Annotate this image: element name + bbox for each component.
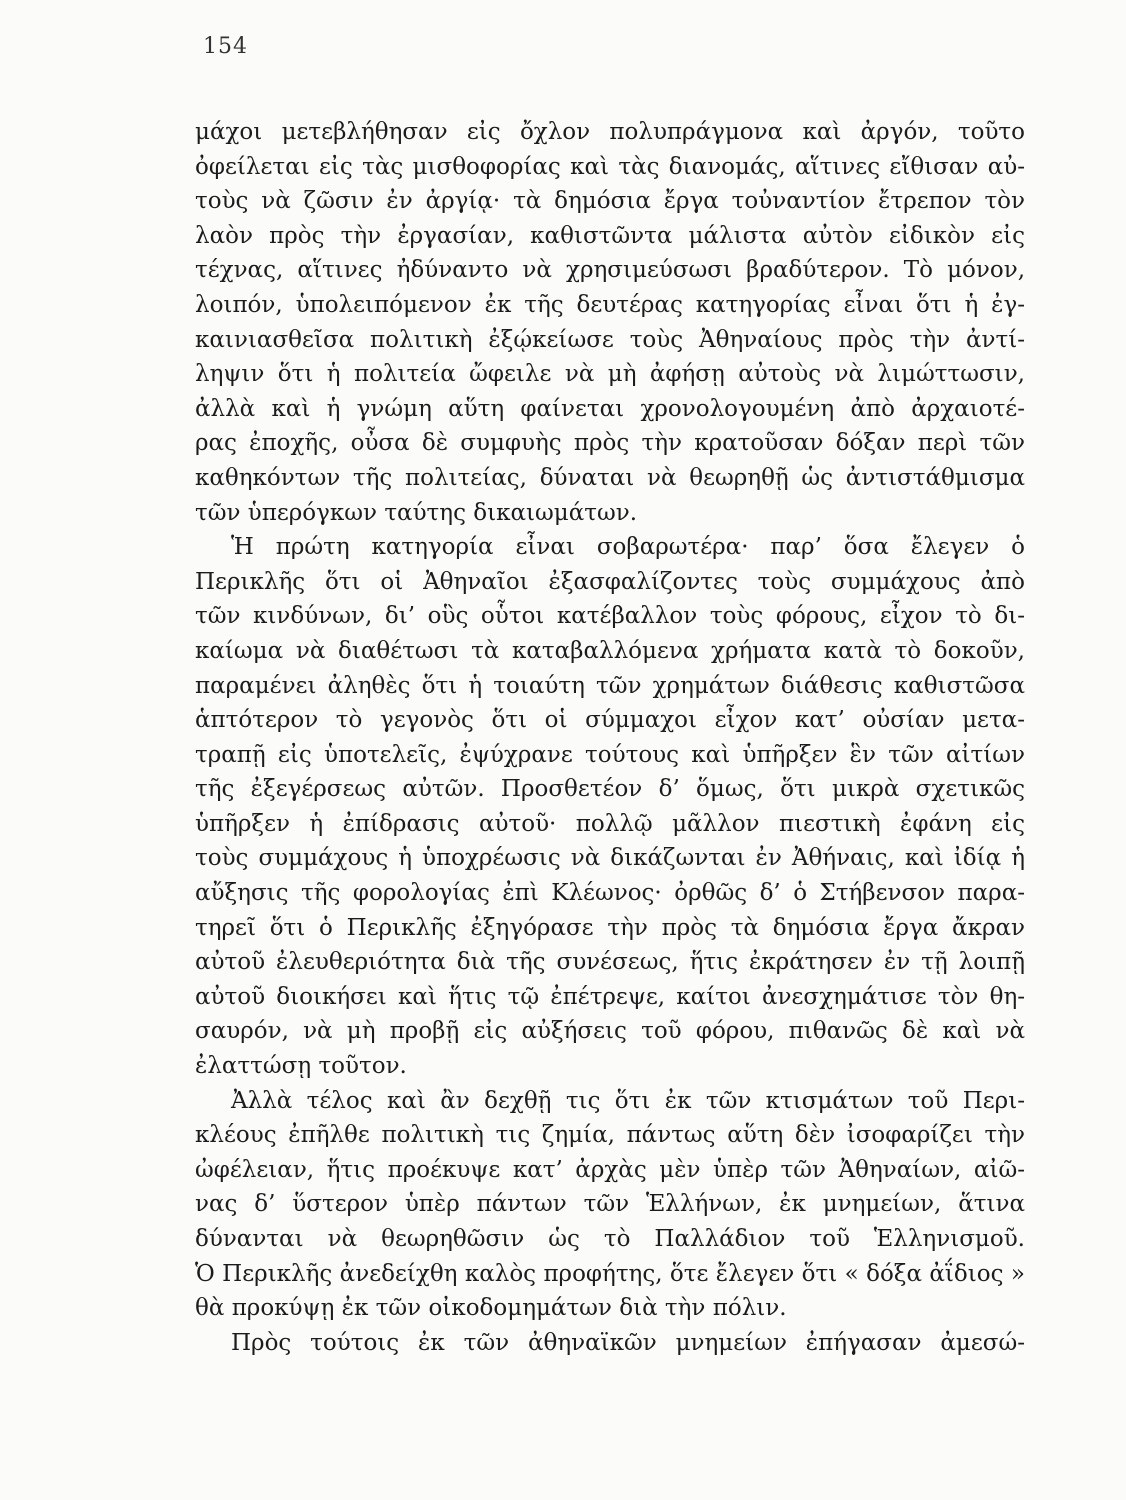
text-line: ἀλλὰ καὶ ἡ γνώμη αὕτη φαίνεται χρονολογουμένη ἀπὸ ἀρχαιοτέ-	[195, 395, 1025, 422]
text-line: τῶν κινδύνων, δι’ οὓς οὗτοι κατέβαλλον τοὺς φόρους, εἶχον τὸ δι-	[195, 603, 1025, 630]
text-line: τηρεῖ ὅτι ὁ Περικλῆς ἐξηγόρασε τὴν πρὸς τὰ δημόσια ἔργα ἄκραν	[195, 914, 1025, 941]
text-line: Ἀλλὰ τέλος καὶ ἂν δεχθῇ τις ὅτι ἐκ τῶν κτισμάτων τοῦ Περι-	[231, 1087, 1025, 1114]
text-line: καίωμα νὰ διαθέτωσι τὰ καταβαλλόμενα χρήματα κατὰ τὸ δοκοῦν,	[195, 637, 1025, 664]
text-line: τοὺς νὰ ζῶσιν ἐν ἀργίᾳ· τὰ δημόσια ἔργα τοὐναντίον ἔτρεπον τὸν	[195, 188, 1025, 215]
text-line: αὐτοῦ διοικήσει καὶ ἥτις τῷ ἐπέτρεψε, καίτοι ἀνεσχημάτισε τὸν θη-	[195, 983, 1025, 1010]
text-line: δύνανται νὰ θεωρηθῶσιν ὡς τὸ Παλλάδιον τοῦ Ἑλληνισμοῦ.	[195, 1226, 1025, 1252]
text-line: κλέους ἐπῆλθε πολιτικὴ τις ζημία, πάντως αὕτη δὲν ἰσοφαρίζει τὴν	[195, 1122, 1025, 1149]
text-line: ρας ἐποχῆς, οὖσα δὲ συμφυὴς πρὸς τὴν κρατοῦσαν δόξαν περὶ τῶν	[195, 430, 1025, 457]
text-line: λαὸν πρὸς τὴν ἐργασίαν, καθιστῶντα μάλιστα αὐτὸν εἰδικὸν εἰς	[195, 222, 1025, 249]
text-line: ἐλαττώσῃ τοῦτον.	[195, 1053, 407, 1080]
text-line: τοὺς συμμάχους ἡ ὑποχρέωσις νὰ δικάζωνται ἐν Ἀθήναις, καὶ ἰδίᾳ ἡ	[195, 845, 1025, 872]
text-line: αὔξησις τῆς φορολογίας ἐπὶ Κλέωνος· ὀρθῶς δ’ ὁ Στήβενσον παρα-	[195, 880, 1025, 907]
text-line: ὠφέλειαν, ἥτις προέκυψε κατ’ ἀρχὰς μὲν ὑπὲρ τῶν Ἀθηναίων, αἰῶ-	[195, 1156, 1025, 1183]
text-line: θὰ προκύψῃ ἐκ τῶν οἰκοδομημάτων διὰ τὴν πόλιν.	[195, 1295, 787, 1322]
text-line: ἁπτότερον τὸ γεγονὸς ὅτι οἱ σύμμαχοι εἶχον κατ’ οὐσίαν μετα-	[195, 707, 1025, 734]
text-line: τέχνας, αἵτινες ἠδύναντο νὰ χρησιμεύσωσι βραδύτερον. Τὸ μόνον,	[195, 257, 1025, 284]
text-line: ὀφείλεται εἰς τὰς μισθοφορίας καὶ τὰς διανομάς, αἵτινες εἴθισαν αὐ-	[195, 153, 1025, 180]
text-line: σαυρόν, νὰ μὴ προβῇ εἰς αὐξήσεις τοῦ φόρου, πιθανῶς δὲ καὶ νὰ	[195, 1018, 1025, 1045]
text-line: καινιασθεῖσα πολιτικὴ ἐξῴκείωσε τοὺς Ἀθηναίους πρὸς τὴν ἀντί-	[195, 326, 1025, 353]
text-line: τῶν ὑπερόγκων ταύτης δικαιωμάτων.	[195, 499, 638, 526]
text-line: μάχοι μετεβλήθησαν εἰς ὄχλον πολυπράγμονα καὶ ἀργόν, τοῦτο	[195, 119, 1025, 145]
text-line: Ἡ πρώτη κατηγορία εἶναι σοβαρωτέρα· παρ’ ὅσα ἔλεγεν ὁ	[231, 534, 1025, 561]
text-line: ληψιν ὅτι ἡ πολιτεία ὤφειλε νὰ μὴ ἀφήσῃ αὐτοὺς νὰ λιμώττωσιν,	[195, 361, 1025, 388]
text-line: Περικλῆς ὅτι οἱ Ἀθηναῖοι ἐξασφαλίζοντες τοὺς συμμάχους ἀπὸ	[195, 568, 1025, 595]
text-line: παραμένει ἀληθὲς ὅτι ἡ τοιαύτη τῶν χρημάτων διάθεσις καθιστῶσα	[195, 672, 1025, 699]
text-line: λοιπόν, ὑπολειπόμενον ἐκ τῆς δευτέρας κατηγορίας εἶναι ὅτι ἡ ἐγ-	[195, 291, 1025, 318]
text-line: νας δ’ ὕστερον ὑπὲρ πάντων τῶν Ἑλλήνων, ἐκ μνημείων, ἅτινα	[195, 1191, 1025, 1218]
text-line: αὐτοῦ ἐλευθεριότητα διὰ τῆς συνέσεως, ἥτις ἐκράτησεν ἐν τῇ λοιπῇ	[195, 949, 1025, 976]
text-line: τραπῇ εἰς ὑποτελεῖς, ἐψύχρανε τούτους καὶ ὑπῆρξεν ἓν τῶν αἰτίων	[195, 741, 1025, 768]
text-line: τῆς ἐξεγέρσεως αὐτῶν. Προσθετέον δ’ ὅμως, ὅτι μικρὰ σχετικῶς	[195, 776, 1025, 803]
text-line: καθηκόντων τῆς πολιτείας, δύναται νὰ θεωρηθῇ ὡς ἀντιστάθμισμα	[195, 464, 1025, 491]
body-text	[195, 115, 1025, 1360]
text-line: Ὁ Περικλῆς ἀνεδείχθη καλὸς προφήτης, ὅτε ἔλεγεν ὅτι « δόξα ἀΐδιος »	[195, 1260, 1025, 1287]
page-number: 154	[203, 34, 248, 59]
text-line: Πρὸς τούτοις ἐκ τῶν ἀθηναϊκῶν μνημείων ἐπήγασαν ἀμεσώ-	[231, 1329, 1025, 1356]
text-line: ὑπῆρξεν ἡ ἐπίδρασις αὐτοῦ· πολλῷ μᾶλλον πιεστικὴ ἐφάνη εἰς	[195, 810, 1025, 837]
